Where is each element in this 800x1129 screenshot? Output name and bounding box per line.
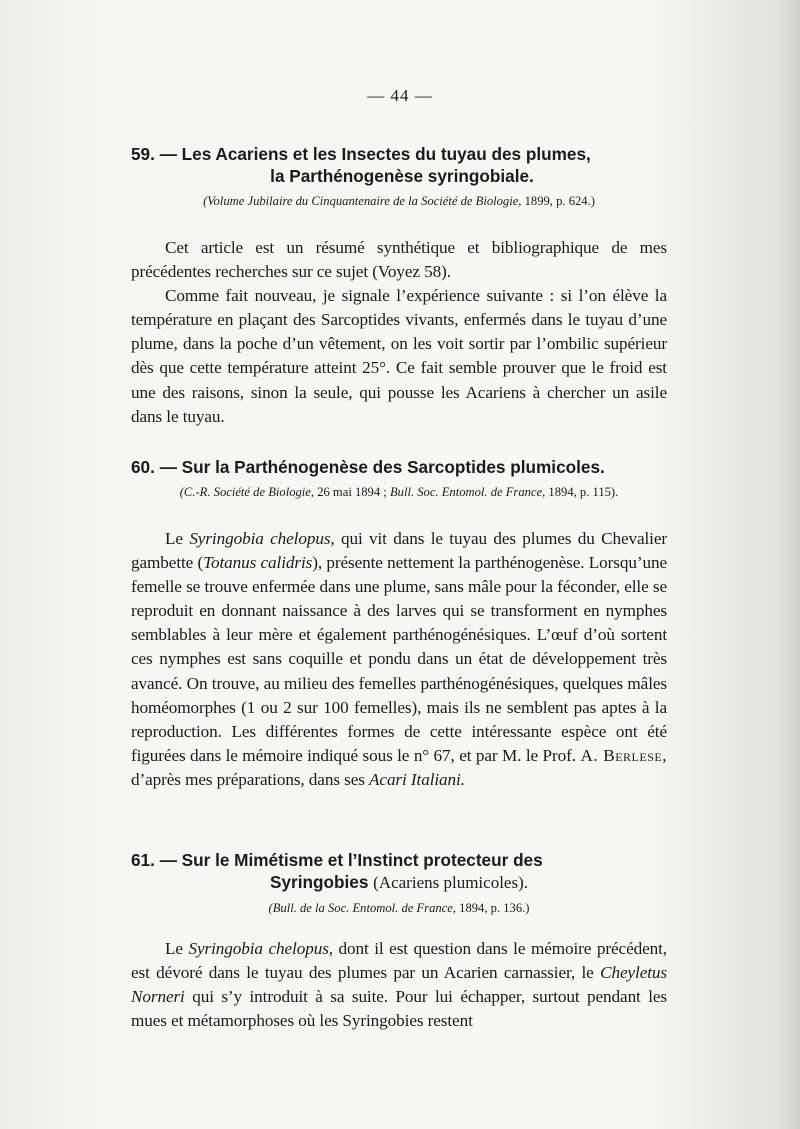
reference-date: 1899, p. 624.)	[524, 194, 595, 208]
paragraph: Cet article est un résumé synthétique et bibliographique de mes précédentes recherches sur ce sujet (Voyez 58).	[131, 238, 667, 282]
text-run: d’après mes préparations, dans ses	[131, 769, 365, 789]
text-run: Le	[165, 939, 183, 958]
section-reference	[131, 192, 667, 210]
section-title	[131, 143, 667, 187]
reference-source: (C.-R. Société de Biologie,	[179, 485, 315, 499]
section-body	[131, 236, 667, 429]
section-61	[131, 849, 667, 1033]
text-run: Le	[165, 529, 183, 548]
section-60	[131, 456, 667, 792]
section-title	[131, 456, 667, 478]
reference-source-2: Bull. Soc. Entomol. de France,	[389, 485, 546, 499]
paragraph	[131, 527, 667, 792]
section-title-line-1: — Les Acariens et les Insectes du tuyau des plumes,	[159, 144, 591, 164]
text-run: qui s’y introduit à sa suite. Pour lui échapper, surtout pendant les mues et métamorphoses où les Syringobies restent	[131, 987, 667, 1031]
page-number: — 44 —	[367, 86, 433, 105]
author-name: A. Berlese,	[580, 745, 667, 765]
section-number: 60.	[131, 457, 155, 477]
section-reference	[131, 899, 667, 917]
section-59	[131, 143, 667, 429]
text-run: ), présente nettement la parthénogenèse. Lorsqu’une femelle se trouve enfermée dans une plume, sans mâle pour la féconder, elle se reproduit en donnant naissance à des larves qui se transforment en nymphes semblables à leur mère et également parthénogénésiques. L’œuf d’où sortent ces nymphes est sans coquille et pondu dans un état de développement très avancé. On trouve, au milieu des femelles parthénogénésiques, quelques mâles homéomorphes (1 ou 2 sur 100 femelles), mais ils ne semblent pas aptes à la reproduction. Les différentes formes de cette intéressante espèce ont été figurées dans le mémoire indiqué sous le n° 67, et par M. le Prof.	[131, 553, 667, 765]
reference-source: (Volume Jubilaire du Cinquantenaire de la Société de Biologie,	[203, 194, 522, 208]
species-name: Syringobia chelopus,	[188, 939, 333, 958]
section-title-line-1: — Sur le Mimétisme et l’Instinct protecteur des	[159, 850, 543, 870]
section-body	[131, 527, 667, 792]
section-title-line-2-bold: Syringobies	[270, 872, 369, 892]
section-reference	[131, 483, 667, 501]
reference-date: 26 mai 1894 ;	[317, 485, 387, 499]
section-number: 61.	[131, 850, 155, 870]
species-name: Totanus calidris	[203, 553, 313, 573]
section-body	[131, 937, 667, 1033]
work-title: Acari Italiani.	[369, 769, 465, 789]
species-name: Cheyletus Norneri	[131, 963, 668, 1007]
section-title-line-2-plain: (Acariens plumicoles).	[373, 873, 528, 892]
paragraph	[131, 937, 667, 1033]
section-title-line-1: — Sur la Parthénogenèse des Sarcoptides plumicoles.	[159, 457, 605, 477]
text-run: dont il est question dans le mémoire précédent, est dévoré dans le tuyau des plumes par un Acarien carnassier, le	[131, 939, 667, 983]
paragraph: Comme fait nouveau, je signale l’expérience suivante : si l’on élève la température en plaçant des Sarcoptides vivants, enfermés dans le tuyau d’une plume, dans la poche d’un vêtement, on les voit sortir par l’ombilic supérieur dès que cette température atteint 25°. Ce fait semble prouver que le froid est une des raisons, sinon la seule, qui pousse les Acariens à chercher un asile dans le tuyau.	[131, 286, 667, 426]
species-name: Syringobia chelopus,	[189, 529, 335, 548]
reference-date: 1894, p. 136.)	[459, 901, 530, 915]
section-number: 59.	[131, 144, 155, 164]
section-title-line-2	[131, 871, 667, 894]
reference-source: (Bull. de la Soc. Entomol. de France,	[268, 901, 456, 915]
section-title	[131, 849, 667, 894]
reference-date-2: 1894, p. 115).	[548, 485, 619, 499]
section-title-line-2: la Parthénogenèse syringobiale.	[270, 166, 534, 186]
text-run: qui vit dans le tuyau des plumes du Chevalier gambette (	[131, 529, 667, 573]
